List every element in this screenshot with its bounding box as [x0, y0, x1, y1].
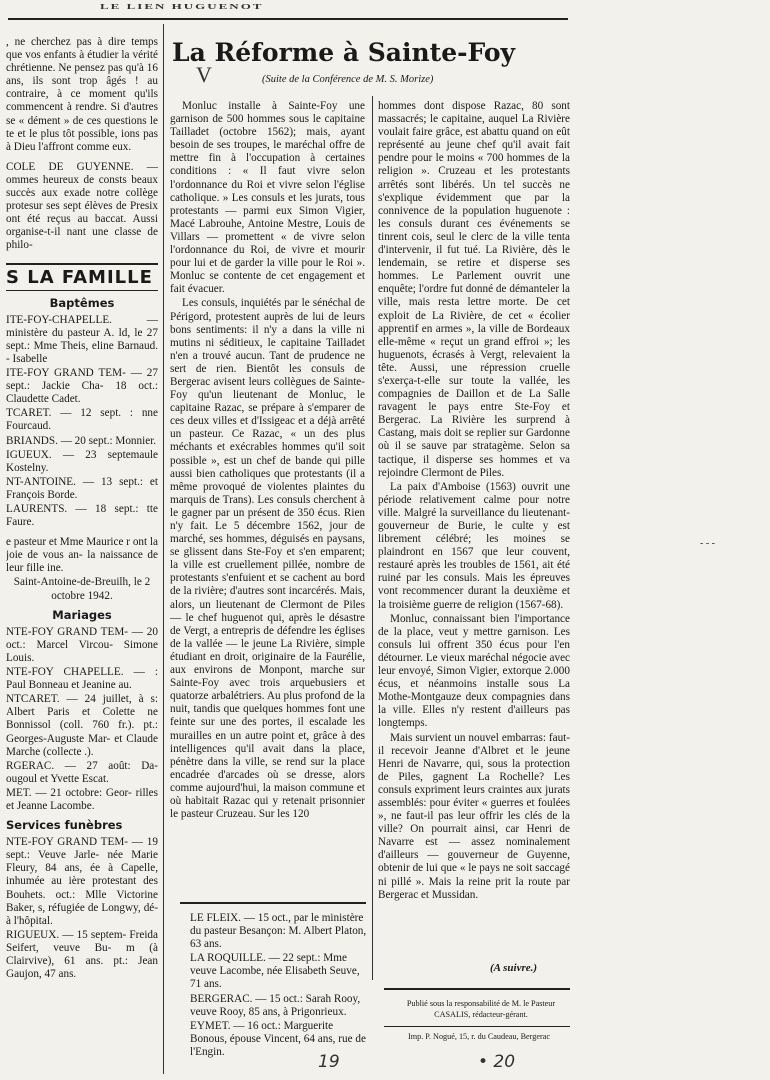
school-paragraph: COLE DE GUYENNE. — ommes heureux de consts beaux succès aux exade notre collège protesur ses sept élèves de Presix ont été reçus au baccat. Aussi organise-t-il nant une classe de philo- — [6, 160, 158, 252]
divider — [6, 263, 158, 265]
intro-paragraph: , ne cherchez pas à dire temps que vos enfants à étudier la vérité chrétienne. Ne pensez pas qu'à 16 ans, ils sont trop âgés ! au contraire, à ce moment qu'ils commencent à rendre. Si d'autres se « dément » de ces questions le te et le plus tôt possible, ions pas à Dieu l'affront comme eux. — [6, 36, 158, 153]
article-paragraph: Les consuls, inquiétés par le sénéchal de Périgord, protestent auprès de lui de leurs bons sentiments: il n'y a dans la ville ni mutins ni séditieux, le capitaine Tailladet n'en a trouvé aucun. Tant de prudence ne sert de rien. Bientôt les consuls de Bergerac avisent leurs collègues de Sainte-Foy qu'un lieutenant de Monluc, le capitaine Razac, se prépare à s'emparer de ces deux villes et d'Issigeac et a déjà arrêté un pasteur. Ce Razac, « un des plus méchants et exécrables hommes qu'il soit possible », est un chef de bande qui pille aussi bien catholiques que protestants (il a même provoqué de violentes plaintes du marquis de Trans). Les consuls cherchent à le gagner par un présent de 350 écus. Rien n'y fait. Le 5 décembre 1562, jour de marché, ses hommes, déguisés en paysans, se glissent dans Ste-Foy et s'en emparent; la ville est cruellement pillée, nombre de protestants s'enfuient et se cachent au bord de la rivière; d'autres sont incarcérés. Mais, alors, un lieutenant de Clermont de Piles — le chef huguenot qui, après le désastre de Vergt, a entrepris de défendre les églises de la vallée — le jeune La Rivière, simple étudiant en droit, originaire de la Faurélie, aux environs de Monpont, marche sur Sainte-Foy avec trois arquebusiers et quatorze arbalétriers. Au plus profond de la nuit, tandis que quelques hommes font une feinte sur une des portes, il escalade les murailles en un autre point et, grâce à des intelligences qu'il avait dans la place, pénètre dans la ville, se rend sur la place encadrée d'arcades où se dresse, alors comme aujourd'hui, la maison commune et où habitait Razac qui y retenait prisonnier le pasteur Cruzeau. Sur les 120 — [170, 297, 365, 821]
list-item: IGUEUX. — 23 septemaule Kostelny. — [6, 448, 158, 474]
publisher-note: Publié sous la responsabilité de M. le Pasteur CASALIS, rédacteur-gérant. — [406, 999, 556, 1019]
list-item: NT-ANTOINE. — 13 sept.: et François Borde. — [6, 475, 158, 501]
list-item: LE FLEIX. — 15 oct., par le ministère du pasteur Besançon: M. Albert Platon, 63 ans. — [190, 912, 367, 951]
list-item: EYMET. — 16 oct.: Marguerite Bonous, épouse Vincent, 64 ans, rue de l'Engin. — [190, 1019, 366, 1058]
list-item: NTCARET. — 24 juillet, à s: Albert Paris et Colette ne Bonnissol (coll. 760 fr.). pt.: Georges-Auguste Mar- et Claude Marche (collecte .). — [6, 693, 158, 758]
list-item: ITE-FOY GRAND TEM- — 27 sept.: Jackie Cha- 18 oct.: Claudette Cadet. — [6, 367, 158, 406]
divider — [6, 290, 158, 291]
baptisms-heading: Baptêmes — [49, 295, 115, 310]
article-paragraph: La paix d'Amboise (1563) ouvrit une période relativement calme pour notre ville. Malgré la surveillance du lieutenant-gouverneur de Burie, le culte y est librement célébré; les moines se plaindront en 1567 que leur couvent, restauré après les troubles de 1561, ait été ruiné par les consuls. Mais les épreuves vont recommencer durant la deuxième et la troisième guerre de religion (1567-68). — [378, 480, 570, 611]
divider — [384, 1026, 570, 1027]
funerals-heading: Services funèbres — [6, 818, 123, 833]
marriages-heading: Mariages — [52, 607, 112, 622]
handwritten-v-mark: V — [196, 62, 212, 87]
printer-line: Imp. P. Nogué, 15, r. du Caudeau, Bergerac — [408, 1032, 550, 1041]
list-item: TCARET. — 12 sept. : nne Fourcaud. — [6, 407, 158, 433]
list-item: NTE-FOY GRAND TEM- — 20 oct.: Marcel Vircou- Simone Louis. — [6, 625, 158, 664]
column-rule — [372, 96, 373, 980]
list-item: MET. — 21 octobre: Geor- rilles et Jeanne Lacombe. — [6, 786, 158, 812]
top-rule — [8, 18, 568, 20]
list-item: RGERAC. — 27 août: Da- ougoul et Yvette Escat. — [6, 759, 158, 785]
list-item: NTE-FOY CHAPELLE. — : Paul Bonneau et Jeanine au. — [6, 666, 158, 692]
article-title: La Réforme à Sainte-Foy — [172, 38, 516, 67]
article-paragraph: Monluc installe à Sainte-Foy une garnison de 500 hommes sous le capitaine Tailladet (octobre 1562); mais, ayant besoin de ses troupes, le maréchal offre de mettre fin à l'occupation à certaines conditions : « Il faut vivre selon l'ordonnance du Roi et vivre selon l'église catholique. » Les consuls et les jurats, tous protestants — parmi eux Simon Vigier, Macé Labrouhe, Antoine Mestre, Louis de Villars — promettent « de vivre selon l'ordonnance du Roi, de vivre et mourir pour lui et de garder la ville pour le Roi ». Monluc se contente de cet engagement et fait évacuer. — [170, 100, 365, 296]
masthead: LE LIEN HUGUENOT — [100, 2, 264, 11]
margin-mark: - - - — [700, 538, 715, 549]
list-item: LAURENTS. — 18 sept.: tte Faure. — [6, 503, 158, 529]
divider — [384, 988, 570, 990]
list-item: BERGERAC. — 15 oct.: Sarah Rooy, veuve Rooy, 85 ans, à Prigonrieux. — [190, 992, 361, 1018]
list-item: BRIANDS. — 20 sept.: Monnier. — [6, 434, 157, 447]
to-be-continued: (A suivre.) — [490, 962, 538, 974]
article-subtitle: (Suite de la Conférence de M. S. Morize) — [262, 74, 434, 85]
left-column — [6, 36, 158, 1076]
birth-announcement: e pasteur et Mme Maurice r ont la joie de vous an- la naissance de leur fille ine. — [6, 536, 158, 575]
list-item: LA ROQUILLE. — 22 sept.: Mme veuve Lacombe, née Elisabeth Seuve, 71 ans. — [190, 952, 360, 991]
deaths-list — [190, 912, 370, 1060]
article-paragraph: hommes dont dispose Razac, 80 sont massacrés; le capitaine, auquel La Rivière voulait faire grâce, est abattu quand on eût représenté au jeune chef qu'il avait fait pendre pour le moins « 700 hommes de la religion ». Cruzeau et les protestants arrêtés sont libérés. Un tel succès ne s'explique évidemment que par la connivence de la population huguenote : les consuls durant ces événements se tinrent cois, seul le clerc de la ville tenta d'intervenir, il fut tué. La Rivière, dès le lendemain, se retire et disperse ses hommes. Le Parlement ouvrit une enquête; l'ordre fut donné de démanteler la ville, mais resta lettre morte. De cet exploit de La Rivière, de cet « écolier apprentif en armes », la ville de Bordeaux elle-même « reçut un grand effroi »; les huguenots, écrasés à Vergt, relevaient la tête. Aussi, une répression cruelle s'exerça-t-elle sur toute la vallée, les compagnies de Daillon et de La Salle ravagent le pays entre Ste-Foy et Bergerac. La Rivière les surprend à Castang, mais doit se replier sur Gardonne où il se sauve par stratagème. Selon sa tactique, il disperse ses hommes et va rejoindre Clermont de Piles. — [378, 100, 570, 479]
list-item: ITE-FOY-CHAPELLE. — ministère du pasteur A. ld, le 27 sept.: Mme Theis, eline Barnaud. - Isabelle — [6, 313, 158, 365]
list-item: RIGUEUX. — 15 septem- Freida Seifert, veuve Bu- m (à Clairvive), 61 ans. pt.: Jean Gaujon, 47 ans. — [6, 928, 158, 981]
divider — [180, 902, 366, 904]
article-paragraph: Mais survient un nouvel embarras: faut-il recevoir Jeanne d'Albret et le jeune Henri de Navarre, qui, sous la protection de Piles, gagnent La Rochelle? Les consuls expriment leurs craintes aux jurats assemblés: pour éviter « guerres et foulées », ne faut-il pas leur offrir les clés de la ville? On pourrait ainsi, car Henri de Navarre est — assez nominalement d'ailleurs — gouverneur de Guyenne, obtenir de lui que « le pays ne soit saccagé ni pillé ». Mais la reine prit la route par Bergerac et Mussidan. — [378, 731, 570, 901]
article-paragraph: Monluc, connaissant bien l'importance de la place, veut y mettre garnison. Les consuls lui offrent 350 écus pour l'en détourner. Le vieux maréchal négocie avec leur envoyé, Simon Vigier, extorque 2.000 écus, et néanmoins installe sous La Mothe-Montgauze deux compagnies dans la ville. Elles n'y restent d'ailleurs pas longtemps. — [378, 612, 570, 730]
handwritten-page-number: • 20 — [478, 1052, 516, 1072]
column-rule — [163, 24, 164, 1074]
article-column-1 — [170, 100, 365, 900]
handwritten-page-number: 19 — [318, 1052, 340, 1072]
family-section-title: S LA FAMILLE — [6, 266, 153, 288]
article-column-2 — [378, 100, 570, 980]
list-item: NTE-FOY GRAND TEM- — 19 sept.: Veuve Jarle- née Marie Fleury, 84 ans, ée à Capelle, inhumée au ière protestant des Bouhets. oct.: Mlle Victorine Baker, s, réfugiée de Longwy, dé- à l'hôpital. — [6, 836, 158, 927]
place-date: Saint-Antoine-de-Breuilh, le 2 octobre 1942. — [13, 576, 151, 602]
